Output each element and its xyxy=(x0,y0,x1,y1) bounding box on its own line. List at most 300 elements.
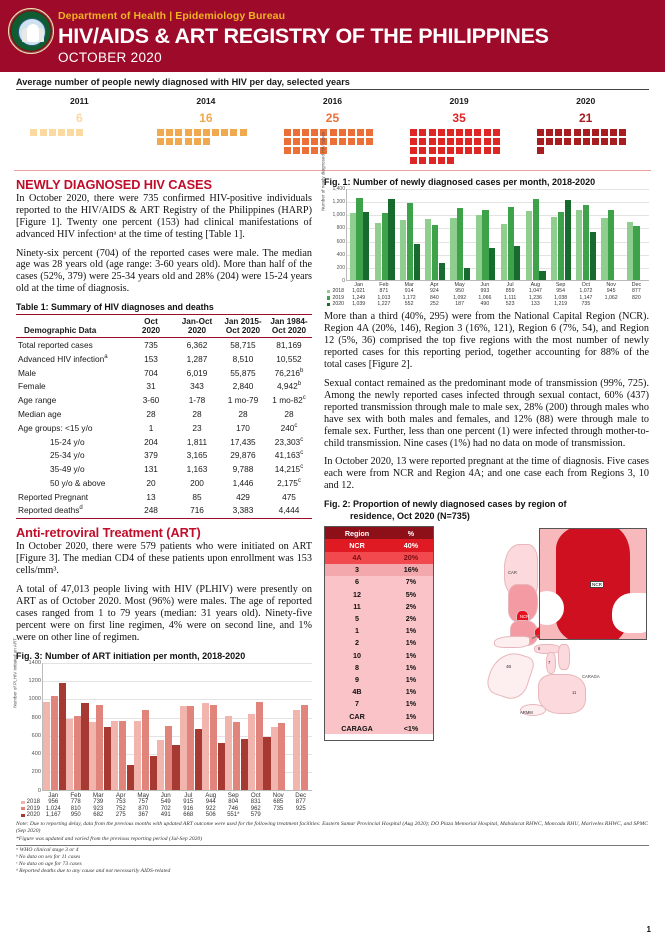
dot xyxy=(157,138,164,145)
footnote-c: ᶜ No data on age for 73 cases xyxy=(16,860,82,867)
bar-2019-Apr xyxy=(432,225,438,280)
region-percent-table xyxy=(324,526,434,741)
table1-header-row xyxy=(16,315,312,338)
dot xyxy=(429,157,436,164)
region-name: 7 xyxy=(355,699,359,709)
table1-cell: 1,163 xyxy=(186,464,208,475)
table1-cell: 379 xyxy=(144,450,158,461)
dot-matrix xyxy=(156,128,256,146)
series-value: 831 xyxy=(250,799,261,806)
table1-row-label: 15-24 y/o xyxy=(50,436,85,447)
x-axis-tick: May xyxy=(454,281,465,288)
bar-2019-Nov xyxy=(278,723,285,790)
table1-row-label: Total reported cases xyxy=(18,340,93,351)
region-percent: 1% xyxy=(405,711,417,721)
dot xyxy=(474,138,481,145)
bar-group-May xyxy=(448,189,473,280)
table1-cell: 6,019 xyxy=(186,367,208,378)
dot xyxy=(366,138,373,145)
series-value: 1,111 xyxy=(504,294,517,301)
dot xyxy=(555,129,562,136)
series-values xyxy=(346,301,649,307)
dot xyxy=(419,129,426,136)
inset-bay-area xyxy=(612,593,647,633)
legend-label: 2018 xyxy=(332,288,344,295)
series-value: 752 xyxy=(115,805,126,812)
bar-2018-May xyxy=(450,218,456,280)
region-percent: 1% xyxy=(405,662,417,672)
table1-cell: 41,163$^c$ xyxy=(274,450,304,461)
region-percent: 1% xyxy=(405,626,417,636)
map-leyte xyxy=(558,644,570,670)
dot xyxy=(175,129,182,136)
bar-group-Apr xyxy=(111,663,134,790)
series-value: 993 xyxy=(480,288,490,295)
dot xyxy=(484,129,491,136)
dot xyxy=(493,138,500,145)
series-value: 871 xyxy=(379,288,389,295)
region-name: 9 xyxy=(355,674,359,684)
series-value xyxy=(267,812,290,818)
y-axis-tick: 0 xyxy=(342,277,345,284)
region-row-12 xyxy=(325,588,433,600)
table1-cell: 81,169 xyxy=(276,340,302,351)
bar-group-Apr xyxy=(423,189,448,280)
bar-2019-Aug xyxy=(210,705,217,789)
note-figure-updated: *Figure was updated and varied from the previous reporting period (Jul-Sep 2020) xyxy=(16,836,203,843)
dot xyxy=(610,129,617,136)
bar-2019-Nov xyxy=(608,210,614,280)
bar-2020-Apr xyxy=(127,765,134,790)
dot xyxy=(592,129,599,136)
x-axis-tick: Apr xyxy=(115,791,126,799)
table1-cell: 28 xyxy=(238,408,248,419)
bar-2018-Jul xyxy=(180,706,187,790)
series-value: 1,024 xyxy=(45,805,61,812)
series-value: 924 xyxy=(430,288,439,295)
series-value: 1,013 xyxy=(377,294,391,301)
region-name: NCR xyxy=(349,540,365,550)
fig2-caption-line2: residence, Oct 2020 (N=735) xyxy=(350,511,470,522)
series-value: 551* xyxy=(227,812,240,819)
dot xyxy=(555,138,562,145)
map-label-armm: ARMM xyxy=(520,710,533,716)
bar-2020-Jan xyxy=(59,683,66,790)
inset-label-ncr: NCR xyxy=(592,582,602,588)
series-value: 735 xyxy=(273,805,284,812)
bar-2018-Jan xyxy=(43,702,50,789)
table1-cell: 9,788 xyxy=(232,464,254,475)
bar-2019-Apr xyxy=(119,721,126,790)
table-row xyxy=(16,380,312,394)
y-axis-tick: 800 xyxy=(336,225,345,232)
table1-cell: 14,215$^c$ xyxy=(274,464,304,475)
bar-2019-Jun xyxy=(482,210,488,280)
table1-row-label: 25-34 y/o xyxy=(50,450,85,461)
x-axis-tick: Jan xyxy=(354,281,363,288)
table1-cell: 735 xyxy=(144,340,158,351)
bar-2020-Feb xyxy=(388,199,394,280)
dot xyxy=(419,157,426,164)
dot xyxy=(447,147,454,154)
y-axis-label: Number of newly diagnosed HIV cases xyxy=(320,131,326,212)
table1-cell: 4,942$^b$ xyxy=(276,381,302,392)
series-value: 133 xyxy=(531,301,540,308)
series-value: 962 xyxy=(250,805,261,812)
bar-2020-Apr xyxy=(439,263,445,280)
dot xyxy=(429,147,436,154)
dot xyxy=(546,129,553,136)
y-axis-label: Number of PLHIV initiated on ART xyxy=(12,638,18,709)
dot xyxy=(311,147,318,154)
region-percent: 5% xyxy=(405,589,417,599)
region-row-3 xyxy=(325,564,433,576)
legend-label: 2020 xyxy=(332,301,344,308)
table-row xyxy=(16,504,312,519)
dot xyxy=(203,129,210,136)
table1-cell: 716 xyxy=(174,504,220,519)
region-name: 8 xyxy=(355,662,359,672)
dot-matrix xyxy=(536,128,636,156)
table1-cell: 20 xyxy=(146,477,156,488)
legend-swatch xyxy=(327,290,330,293)
bar-group-Aug xyxy=(202,663,225,790)
table1-cell: 131 xyxy=(144,464,158,475)
table1-cell: 475 xyxy=(282,491,296,502)
fig3-caption: Fig. 3: Number of ART initiation per month, 2018-2020 xyxy=(16,650,246,661)
average-per-day-band xyxy=(0,72,665,165)
bar-groups xyxy=(347,189,649,280)
art-paragraph-1: In October 2020, there were 579 patients who were initiated on ART [Figure 3]. The median CD4 of these patients upon enrollment was 153 cells/mm³. xyxy=(16,541,312,577)
dot xyxy=(493,129,500,136)
dot xyxy=(293,129,300,136)
series-values xyxy=(346,288,649,294)
bar-2019-May xyxy=(457,208,463,280)
table1-cell: 1,446 xyxy=(232,477,254,488)
series-value xyxy=(624,301,649,307)
bar-2019-Feb xyxy=(382,213,388,280)
series-value: 1,039 xyxy=(352,301,366,308)
x-axis-tick: Sep xyxy=(227,791,239,799)
dot xyxy=(30,129,37,136)
bar-2018-Jun xyxy=(476,215,482,280)
footnote-d: ᵈ Reported deaths due to any cause and not necessarily AIDS-related xyxy=(16,867,171,874)
bar-2018-Jan xyxy=(350,213,356,280)
newly-diagnosed-paragraph-2: Ninety-six percent (704) of the reported cases were male. The median age was 28 years old (age range: 3-60 years old). More than half of the cases (52%, 379) were 25-34 years old and 28% (204) were 15-24 years old at the time of diagnosis. xyxy=(16,247,312,295)
legend-key xyxy=(16,799,42,805)
dot xyxy=(185,129,192,136)
bar-2019-May xyxy=(142,710,149,790)
year-label: 2011 xyxy=(69,96,89,106)
legend-key xyxy=(324,301,346,307)
footnote-marker: c xyxy=(294,423,298,429)
series-value: 579 xyxy=(250,812,261,819)
table1-cell: 10,552 xyxy=(276,353,302,364)
dot xyxy=(284,129,291,136)
series-data-row-2018 xyxy=(324,288,649,294)
bar-2018-Apr xyxy=(425,219,431,280)
series-value: 914 xyxy=(404,288,414,295)
series-value: 746 xyxy=(228,805,239,812)
dot xyxy=(474,147,481,154)
dot xyxy=(302,138,309,145)
region-row-9 xyxy=(325,673,433,685)
page-header xyxy=(0,0,665,72)
dot xyxy=(284,147,291,154)
series-value: 778 xyxy=(70,799,81,806)
bar-group-Jan xyxy=(347,189,372,280)
table1-cell: 28 xyxy=(284,408,294,419)
legend-label: 2019 xyxy=(332,294,344,301)
x-axis-tick: Sep xyxy=(555,281,566,288)
series-data-row-2019 xyxy=(16,806,312,812)
year-label: 2016 xyxy=(322,96,343,106)
table1-cell: 3-60 xyxy=(142,395,160,406)
bar-2019-Jan xyxy=(356,198,362,280)
dot xyxy=(619,129,626,136)
table1-cell: 6,362 xyxy=(186,340,208,351)
region-name: 1 xyxy=(355,626,359,636)
table1-cell: 23 xyxy=(192,422,202,433)
legend-label: 2018 xyxy=(26,799,40,806)
x-axis-tick: Nov xyxy=(606,281,616,288)
dot xyxy=(76,129,83,136)
x-axis-tick: May xyxy=(137,791,150,799)
bar-2018-May xyxy=(134,721,141,790)
series-value: 1,092 xyxy=(453,294,467,301)
map-label-caraga: CARAGA xyxy=(582,674,600,680)
x-axis-tick: Jul xyxy=(506,281,514,288)
pct-col-header: % xyxy=(407,528,415,538)
table1-col-janoct: Jan-Oct 2020 xyxy=(174,315,220,338)
bar-group-Jul xyxy=(180,663,203,790)
series-value: 925 xyxy=(295,805,306,812)
dot xyxy=(293,147,300,154)
bar-group-Dec xyxy=(624,189,649,280)
bar-2018-Apr xyxy=(111,721,118,790)
table-row xyxy=(16,366,312,380)
region-row-2 xyxy=(325,637,433,649)
table1-cell: 58,715 xyxy=(230,340,256,351)
legend-key xyxy=(324,295,346,301)
footnote-a: ᵃ WHO clinical stage 3 or 4 xyxy=(16,845,649,854)
bar-2020-Jan xyxy=(363,212,369,280)
table-row xyxy=(16,462,312,476)
table1-cell: 200 xyxy=(190,477,204,488)
table1-cell: 23,303$^c$ xyxy=(274,436,304,447)
bar-2019-Mar xyxy=(96,705,103,789)
bar-group-May xyxy=(134,663,157,790)
right-paragraph-1: More than a third (40%, 295) were from the National Capital Region (NCR). Region 4A (20%, 146), Region 3 (16%, 121), Region 6 (7%, 54), and Region 12 (5%, 36) comprised the top five regions with the most number of newly reported cases for this reporting period, together accounting for 88% of the total cases [Figure 2]. xyxy=(324,311,649,371)
series-value: 1,062 xyxy=(604,294,618,301)
table-row xyxy=(16,421,312,435)
series-value: 1,038 xyxy=(554,294,568,301)
table1-row-label: Median age xyxy=(18,408,62,419)
dot-matrix xyxy=(409,128,509,165)
table1-cell: 240$^c$ xyxy=(280,422,298,433)
region-row-CAR xyxy=(325,710,433,722)
dot xyxy=(157,129,164,136)
year-value: 16 xyxy=(199,111,213,125)
bar-2020-Jul xyxy=(195,729,202,790)
table1-cell: 85 xyxy=(192,491,202,502)
dot xyxy=(330,129,337,136)
dot xyxy=(493,147,500,154)
region-row-NCR xyxy=(325,539,433,551)
series-value: 1,066 xyxy=(478,294,492,301)
bar-2019-Jul xyxy=(187,706,194,790)
footnote-marker: d xyxy=(79,505,83,512)
table1-head xyxy=(16,315,312,338)
dot xyxy=(474,129,481,136)
year-value: 6 xyxy=(75,111,83,125)
dot xyxy=(330,138,337,145)
year-group-2016 xyxy=(269,96,396,165)
dot xyxy=(465,138,472,145)
series-data-row-2020 xyxy=(324,301,649,307)
region-col-header: Region xyxy=(344,528,370,538)
y-axis-tick: 1200 xyxy=(28,677,41,684)
dot xyxy=(546,138,553,145)
dot xyxy=(419,147,426,154)
x-axis-tick: Mar xyxy=(92,791,104,799)
notes-block xyxy=(16,821,649,874)
year-label: 2020 xyxy=(576,96,596,106)
series-data-row-2019 xyxy=(324,295,649,301)
map-palawan xyxy=(484,647,536,703)
region-table-header xyxy=(325,527,433,539)
legend-label: 2020 xyxy=(26,812,40,819)
right-paragraph-3: In October 2020, 13 were reported pregnant at the time of diagnosis. Five cases each were from NCR and Region 4A; and one case each from Regions 3, 10 and 12. xyxy=(324,456,649,492)
dot xyxy=(438,157,445,164)
bar-2018-Nov xyxy=(271,727,278,790)
bar-2020-Sep xyxy=(241,739,248,789)
x-axis-tick: Oct xyxy=(250,791,261,799)
footnote-marker: b xyxy=(300,367,304,374)
table-row xyxy=(16,476,312,490)
bar-2018-Aug xyxy=(202,703,209,789)
dot xyxy=(212,129,219,136)
footnote-marker: b xyxy=(297,381,302,388)
table-row xyxy=(16,435,312,449)
bar-2018-Oct xyxy=(248,714,255,790)
dot xyxy=(302,129,309,136)
philippines-map xyxy=(434,526,649,741)
report-month: OCTOBER 2020 xyxy=(58,50,162,65)
x-axis-tick: Nov xyxy=(272,791,284,799)
legend-label: 2019 xyxy=(26,805,40,812)
bar-group-Feb xyxy=(372,189,397,280)
y-axis-tick: 800 xyxy=(31,714,41,721)
dot xyxy=(574,138,581,145)
dot xyxy=(610,138,617,145)
table1-cell: 31 xyxy=(146,381,156,392)
bar-2018-Sep xyxy=(551,217,557,280)
bar-2019-Dec xyxy=(633,226,639,280)
table1-cell: 3,383 xyxy=(220,504,266,519)
region-percent: 2% xyxy=(405,614,417,624)
bar-group-Mar xyxy=(89,663,112,790)
series-value: 1,147 xyxy=(579,294,593,301)
series-data-row-2020 xyxy=(16,812,312,818)
series-value: 923 xyxy=(93,805,104,812)
bar-2018-Dec xyxy=(293,710,300,790)
x-axis-tick: Feb xyxy=(70,791,82,799)
region-percent: 1% xyxy=(405,674,417,684)
fig1-caption: Fig. 1: Number of newly diagnosed cases per month, 2018-2020 xyxy=(324,176,596,187)
series-value: 682 xyxy=(93,812,104,819)
art-heading: Anti-retroviral Treatment (ART) xyxy=(16,525,201,541)
series-value: 922 xyxy=(205,805,216,812)
dot xyxy=(583,138,590,145)
dot xyxy=(302,147,309,154)
note-reporting-delay: Note: Due to reporting delay, data from the previous months with updated ART outcome were used for the following treatment facilities: Eastern Samar Provincial Hospital (Aug 2020); DO Plaza Memorial Hospital, Mabalacat RHWC, Moncada RHU, Mariveles RHWC, and SPMC (Sep 2020) xyxy=(16,821,648,834)
series-value: 1,167 xyxy=(45,812,61,819)
page-title: HIV/AIDS & ART REGISTRY OF THE PHILIPPINES xyxy=(58,24,549,48)
dot-matrix xyxy=(29,128,129,137)
region-name: CAR xyxy=(349,711,365,721)
dot xyxy=(293,138,300,145)
bar-group-Feb xyxy=(66,663,89,790)
dot xyxy=(410,129,417,136)
table1-row-label: Age groups: <15 y/o xyxy=(18,422,93,433)
bar-2020-Mar xyxy=(414,244,420,280)
bar-2018-Jun xyxy=(157,740,164,790)
region-name: 12 xyxy=(353,589,361,599)
bar-2020-Sep xyxy=(565,200,571,280)
dot xyxy=(221,129,228,136)
department-line: Department of Health | Epidemiology Bureau xyxy=(58,10,286,22)
table1-cell: 2,840 xyxy=(232,381,254,392)
bar-2020-Aug xyxy=(539,271,545,280)
region-percent: 2% xyxy=(405,601,417,611)
bar-group-Jan xyxy=(43,663,66,790)
dot xyxy=(194,138,201,145)
table1-cell: 1 mo-82$^c$ xyxy=(272,395,306,406)
dot xyxy=(447,138,454,145)
map-label-ncr: NCR xyxy=(520,614,530,620)
legend-swatch xyxy=(327,296,330,299)
plot-area xyxy=(332,185,649,284)
series-value: 956 xyxy=(48,799,59,806)
band-title: Average number of people newly diagnosed with HIV per day, selected years xyxy=(16,77,649,90)
bar-2019-Dec xyxy=(301,705,308,790)
dot xyxy=(203,138,210,145)
series-value: 916 xyxy=(183,805,194,812)
series-value: 877 xyxy=(295,799,306,806)
x-axis xyxy=(346,281,649,288)
region-row-11 xyxy=(325,600,433,612)
series-value: 1,236 xyxy=(528,294,542,301)
region-percent: <1% xyxy=(403,723,419,733)
dot xyxy=(592,138,599,145)
doh-seal-icon xyxy=(8,8,54,54)
region-name: 10 xyxy=(353,650,361,660)
bar-group-Mar xyxy=(397,189,422,280)
bar-2019-Aug xyxy=(533,199,539,280)
y-axis-tick: 1000 xyxy=(28,696,41,703)
dot xyxy=(438,129,445,136)
table1-row-label: Age range xyxy=(18,395,57,406)
table1-cell: 429 xyxy=(236,491,250,502)
series-value: 950 xyxy=(455,288,464,295)
y-axis-tick: 1400 xyxy=(28,659,41,666)
map-label-11: 11 xyxy=(572,690,577,696)
region-name: 5 xyxy=(355,614,359,624)
series-value: 735 xyxy=(581,301,591,308)
right-paragraph-2: Sexual contact remained as the predominant mode of transmission (99%, 725). Among the newly reported cases infected through sexual contact, 60% (437) reported transmission through male to male sex, 28% (200) through males who have sex with both males and females, and 12% (88) were through male to female sex. Further, less than one percent (1) were infected through mother-to-child transmission. Nine cases (1%) had no data on mode of transmission. xyxy=(324,377,649,449)
dot xyxy=(537,138,544,145)
